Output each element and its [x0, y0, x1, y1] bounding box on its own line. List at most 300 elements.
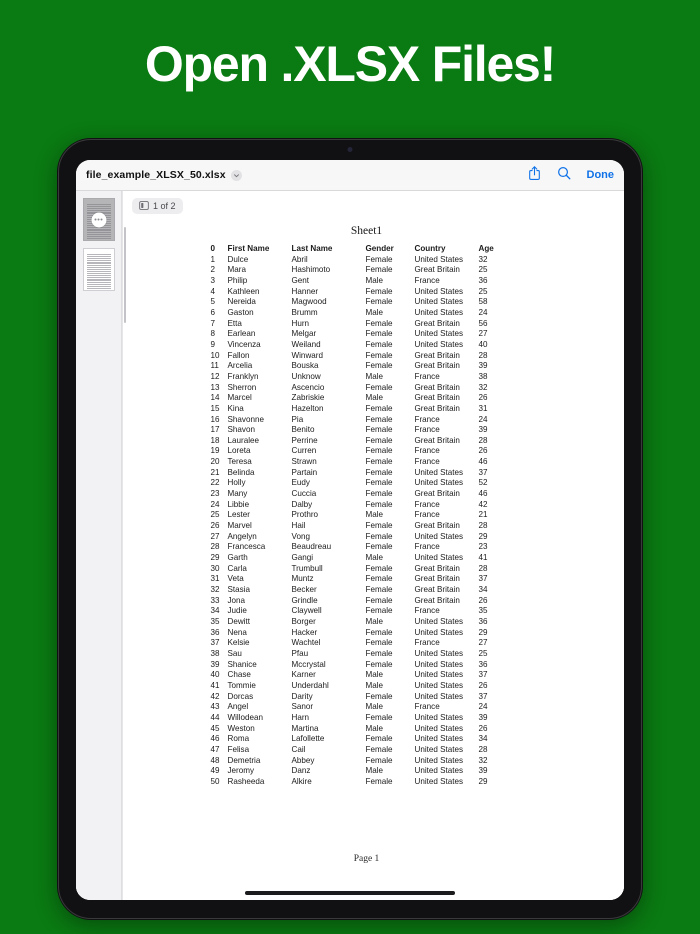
cell-age: 41 [478, 553, 488, 563]
cell-gender: Female [365, 329, 393, 339]
table-row [211, 692, 537, 703]
cell-age: 28 [478, 563, 488, 573]
table-row [211, 564, 537, 575]
cell-age: 26 [478, 595, 488, 605]
cell-age: 26 [478, 393, 488, 403]
cell-age: 37 [478, 691, 488, 701]
cell-country: France [414, 457, 440, 467]
cell-last-name: Perrine [291, 435, 318, 445]
cell-country: Great Britain [414, 521, 460, 531]
cell-last-name: Hail [291, 521, 306, 531]
cell-first-name: Sherron [227, 382, 257, 392]
cell-first-name: Shavon [227, 425, 255, 435]
cell-index: 17 [210, 425, 220, 435]
document-filename[interactable]: file_example_XLSX_50.xlsx [86, 169, 226, 181]
cell-first-name: Many [227, 489, 248, 499]
document-page [122, 191, 624, 900]
cell-gender: Male [365, 275, 384, 285]
cell-last-name: Weiland [291, 339, 321, 349]
cell-age: 36 [478, 659, 488, 669]
cell-last-name: Muntz [291, 574, 314, 584]
cell-index: 46 [210, 734, 220, 744]
cell-gender: Female [365, 254, 393, 264]
cell-last-name: Gangi [291, 553, 314, 563]
cell-first-name: Lester [227, 510, 250, 520]
cell-gender: Female [365, 467, 393, 477]
cell-last-name: Wachtel [291, 638, 321, 648]
cell-index: 4 [210, 286, 216, 296]
cell-last-name: Hurn [291, 318, 310, 328]
cell-country: United States [414, 734, 464, 744]
cell-country: Great Britain [414, 382, 460, 392]
cell-age: 27 [478, 329, 488, 339]
table-row [211, 415, 537, 426]
table-row [211, 329, 537, 340]
cell-first-name: Angel [227, 702, 249, 712]
cell-first-name: Stasia [227, 585, 250, 594]
table-header-row [211, 244, 537, 255]
cell-country: United States [414, 755, 464, 765]
cell-last-name: Harn [291, 712, 310, 722]
table-row [211, 756, 537, 767]
cell-last-name: Hazelton [291, 403, 324, 413]
cell-gender: Female [365, 595, 393, 605]
table-row [211, 361, 537, 372]
cell-age: 24 [478, 702, 488, 712]
cell-index: 10 [210, 350, 220, 360]
cell-age: 29 [478, 627, 488, 637]
table-row [211, 532, 537, 543]
cell-last-name: Beaudreau [291, 542, 332, 552]
table-row [211, 766, 537, 777]
cell-index: 15 [210, 403, 220, 413]
cell-index: 1 [210, 254, 216, 264]
table-row [211, 436, 537, 447]
cell-last-name: Sanor [291, 702, 314, 712]
cell-gender: Female [365, 318, 393, 328]
cell-country: Great Britain [414, 435, 460, 445]
cell-gender: Female [365, 744, 393, 754]
cell-index: 40 [210, 670, 220, 680]
cell-gender: Female [365, 382, 393, 392]
table-row [211, 457, 537, 468]
cell-age: 34 [478, 734, 488, 744]
cell-country: Great Britain [414, 574, 460, 584]
cell-first-name: Dewitt [227, 616, 250, 626]
cell-index: 3 [210, 275, 216, 285]
content-area [76, 191, 624, 900]
table-row [211, 297, 537, 308]
cell-last-name: Underdahl [291, 680, 329, 690]
cell-index: 41 [210, 680, 220, 690]
cell-last-name: Benito [291, 425, 315, 435]
table-row [211, 596, 537, 607]
cell-age: 28 [478, 744, 488, 754]
cell-first-name: Etta [227, 318, 242, 328]
cell-first-name: Roma [227, 734, 250, 744]
cell-gender: Female [365, 457, 393, 467]
cell-country: France [414, 446, 440, 456]
cell-first-name: Teresa [227, 457, 252, 467]
cell-gender: Female [365, 542, 393, 552]
sheet-title: Sheet1 [350, 225, 383, 237]
cell-age: 56 [478, 318, 488, 328]
cell-country: France [414, 702, 440, 712]
cell-country: United States [414, 286, 464, 296]
cell-index: 27 [210, 531, 220, 541]
table-row [211, 319, 537, 330]
cell-age: 36 [478, 616, 488, 626]
cell-age: 46 [478, 457, 488, 467]
table-row [211, 265, 537, 276]
cell-age: 25 [478, 265, 488, 275]
thumbnail-page-2[interactable] [83, 248, 115, 291]
cell-gender: Female [365, 297, 393, 307]
cell-age: 46 [478, 489, 488, 499]
cell-last-name: Dalby [291, 499, 313, 509]
table-row [211, 617, 537, 628]
cell-country: Great Britain [414, 393, 460, 403]
cell-gender: Female [365, 627, 393, 637]
table-row [211, 713, 537, 724]
table-row [211, 745, 537, 756]
table-row [211, 308, 537, 319]
cell-country: United States [414, 723, 464, 733]
chevron-down-icon[interactable] [231, 170, 242, 181]
cell-index: 49 [210, 766, 220, 776]
cell-country: United States [414, 659, 464, 669]
page-indicator[interactable] [132, 198, 183, 214]
table-row [211, 606, 537, 617]
table-row [211, 638, 537, 649]
table-header [211, 244, 537, 255]
cell-country: France [414, 499, 440, 509]
cell-first-name: Arcelia [227, 361, 253, 371]
cell-first-name: Franklyn [227, 371, 259, 381]
cell-index: 48 [210, 755, 220, 765]
cell-last-name: Mccrystal [291, 659, 326, 669]
vertical-scrollbar[interactable] [124, 227, 126, 323]
cell-age: 23 [478, 542, 488, 552]
table-row [211, 500, 537, 511]
thumbnail-page-1[interactable] [83, 198, 115, 241]
cell-gender: Male [365, 553, 384, 563]
cell-index: 34 [210, 606, 220, 616]
cell-first-name: Fallon [227, 350, 250, 360]
table-row [211, 372, 537, 383]
cell-index: 29 [210, 553, 220, 563]
cell-country: Great Britain [414, 489, 460, 499]
cell-last-name: Eudy [291, 478, 310, 488]
cell-index: 50 [210, 776, 220, 786]
cell-first-name: Felisa [227, 744, 250, 754]
cell-age: 38 [478, 371, 488, 381]
cell-first-name: Weston [227, 723, 255, 733]
table-row [211, 351, 537, 362]
cell-first-name: Holly [227, 478, 246, 488]
cell-index: 13 [210, 382, 220, 392]
share-icon[interactable] [528, 165, 541, 186]
cell-gender: Female [365, 286, 393, 296]
table-row [211, 574, 537, 585]
page-footer: Page 1 [353, 854, 380, 864]
cell-country: United States [414, 467, 464, 477]
cell-gender: Female [365, 755, 393, 765]
cell-last-name: Hashimoto [291, 265, 331, 275]
cell-country: France [414, 638, 440, 648]
cell-first-name: Dorcas [227, 691, 254, 701]
cell-first-name: Shanice [227, 659, 257, 669]
cell-index: 2 [210, 265, 216, 275]
table-row [211, 340, 537, 351]
cell-age: 27 [478, 638, 488, 648]
cell-last-name: Melgar [291, 329, 317, 339]
cell-country: United States [414, 297, 464, 307]
cell-age: 32 [478, 382, 488, 392]
cell-age: 31 [478, 403, 488, 413]
cell-gender: Male [365, 670, 384, 680]
table-row [211, 777, 537, 788]
cell-country: United States [414, 478, 464, 488]
spreadsheet-table [211, 244, 537, 787]
cell-first-name: Philip [227, 275, 248, 285]
cell-first-name: Kelsie [227, 638, 250, 648]
sidebar-toggle-icon[interactable] [139, 201, 149, 212]
cell-age: 25 [478, 648, 488, 658]
cell-country: United States [414, 616, 464, 626]
cell-country: France [414, 414, 440, 424]
cell-gender: Male [365, 307, 384, 317]
cell-last-name: Cail [291, 744, 306, 754]
cell-gender: Female [365, 712, 393, 722]
cell-first-name: Kathleen [227, 286, 260, 296]
cell-country: Great Britain [414, 403, 460, 413]
cell-country: France [414, 371, 440, 381]
cell-age: 58 [478, 297, 488, 307]
cell-gender: Female [365, 478, 393, 488]
cell-country: France [414, 425, 440, 435]
cell-last-name: Alkire [291, 776, 312, 786]
cell-last-name: Martina [291, 723, 319, 733]
cell-last-name: Ascencio [291, 382, 325, 392]
cell-country: United States [414, 670, 464, 680]
cell-index: 35 [210, 616, 220, 626]
cell-last-name: Abbey [291, 755, 315, 765]
cell-index: 11 [210, 361, 219, 371]
column-header-first-name: First Name [227, 244, 270, 253]
cell-last-name: Abril [291, 254, 308, 264]
thumbnail-preview-lines [87, 254, 111, 291]
cell-country: United States [414, 712, 464, 722]
cell-country: France [414, 510, 440, 520]
cell-gender: Male [365, 393, 384, 403]
column-header-index: 0 [210, 244, 216, 253]
cell-age: 39 [478, 425, 488, 435]
cell-first-name: Chase [227, 670, 251, 680]
cell-index: 25 [210, 510, 220, 520]
cell-country: France [414, 542, 440, 552]
cell-last-name: Prothro [291, 510, 319, 520]
cell-gender: Female [365, 691, 393, 701]
cell-age: 29 [478, 531, 488, 541]
table-row [211, 628, 537, 639]
cell-country: Great Britain [414, 265, 460, 275]
column-header-gender: Gender [365, 244, 394, 253]
column-header-country: Country [414, 244, 446, 253]
cell-index: 37 [210, 638, 220, 648]
cell-first-name: Veta [227, 574, 244, 584]
cell-first-name: Carla [227, 563, 247, 573]
table-row [211, 670, 537, 681]
cell-first-name: Loreta [227, 446, 251, 456]
cell-index: 39 [210, 659, 220, 669]
cell-age: 28 [478, 521, 488, 531]
home-indicator[interactable] [245, 891, 455, 895]
cell-index: 45 [210, 723, 220, 733]
cell-gender: Female [365, 638, 393, 648]
cell-age: 26 [478, 723, 488, 733]
cell-last-name: Trumbull [291, 563, 323, 573]
cell-index: 32 [210, 585, 220, 594]
page-thumbnail-sidebar[interactable] [76, 191, 122, 900]
cell-first-name: Dulce [227, 254, 249, 264]
cell-gender: Female [365, 489, 393, 499]
table-row [211, 585, 537, 596]
done-button[interactable]: Done [586, 169, 614, 181]
cell-index: 12 [210, 371, 220, 381]
cell-gender: Female [365, 361, 393, 371]
table-row [211, 425, 537, 436]
cell-last-name: Brumm [291, 307, 318, 317]
cell-country: Great Britain [414, 563, 460, 573]
cell-gender: Female [365, 734, 393, 744]
cell-index: 47 [210, 744, 220, 754]
cell-age: 40 [478, 339, 488, 349]
table-row [211, 393, 537, 404]
cell-index: 9 [210, 339, 216, 349]
cell-country: United States [414, 531, 464, 541]
device-screen [76, 160, 624, 900]
cell-index: 7 [210, 318, 216, 328]
cell-last-name: Winward [291, 350, 323, 360]
cell-country: Great Britain [414, 318, 460, 328]
cell-last-name: Pfau [291, 648, 309, 658]
cell-age: 24 [478, 307, 488, 317]
cell-index: 33 [210, 595, 220, 605]
cell-age: 29 [478, 776, 488, 786]
cell-age: 37 [478, 467, 488, 477]
cell-first-name: Mara [227, 265, 246, 275]
cell-age: 26 [478, 446, 488, 456]
column-header-age: Age [478, 244, 494, 253]
cell-last-name: Magwood [291, 297, 327, 307]
cell-gender: Male [365, 680, 384, 690]
cell-country: United States [414, 307, 464, 317]
search-icon[interactable] [557, 166, 571, 185]
table-row [211, 734, 537, 745]
cell-gender: Female [365, 265, 393, 275]
cell-index: 6 [210, 307, 216, 317]
cell-first-name: Willodean [227, 712, 264, 722]
cell-first-name: Angelyn [227, 531, 257, 541]
cell-first-name: Nena [227, 627, 247, 637]
cell-gender: Female [365, 414, 393, 424]
cell-country: United States [414, 627, 464, 637]
cell-index: 16 [210, 414, 220, 424]
cell-age: 39 [478, 766, 488, 776]
cell-last-name: Darity [291, 691, 313, 701]
cell-age: 32 [478, 254, 488, 264]
cell-first-name: Sau [227, 648, 242, 658]
cell-gender: Female [365, 574, 393, 584]
cell-age: 52 [478, 478, 488, 488]
table-row [211, 287, 537, 298]
cell-age: 42 [478, 499, 488, 509]
cell-gender: Female [365, 446, 393, 456]
cell-last-name: Grindle [291, 595, 318, 605]
cell-first-name: Kina [227, 403, 244, 413]
cell-last-name: Zabriskie [291, 393, 325, 403]
cell-last-name: Danz [291, 766, 311, 776]
cell-index: 24 [210, 499, 220, 509]
cell-country: Great Britain [414, 585, 460, 594]
cell-country: United States [414, 744, 464, 754]
cell-last-name: Karner [291, 670, 316, 680]
cell-gender: Female [365, 339, 393, 349]
cell-index: 8 [210, 329, 216, 339]
cell-gender: Female [365, 659, 393, 669]
table-row [211, 446, 537, 457]
cell-last-name: Unknow [291, 371, 321, 381]
cell-first-name: Libbie [227, 499, 250, 509]
table-row [211, 702, 537, 713]
document-pane[interactable] [122, 191, 624, 900]
cell-country: United States [414, 776, 464, 786]
cell-first-name: Demetria [227, 755, 261, 765]
table-row [211, 255, 537, 266]
cell-gender: Female [365, 521, 393, 531]
column-header-last-name: Last Name [291, 244, 333, 253]
table-row [211, 489, 537, 500]
cell-last-name: Becker [291, 585, 317, 594]
cell-gender: Male [365, 616, 384, 626]
cell-gender: Male [365, 510, 384, 520]
cell-index: 20 [210, 457, 220, 467]
cell-first-name: Belinda [227, 467, 255, 477]
cell-gender: Male [365, 766, 384, 776]
cell-last-name: Curren [291, 446, 317, 456]
table-row [211, 276, 537, 287]
table-row [211, 521, 537, 532]
table-row [211, 542, 537, 553]
thumbnail-more-options-icon[interactable] [91, 212, 106, 227]
cell-age: 39 [478, 361, 488, 371]
cell-index: 18 [210, 435, 220, 445]
cell-last-name: Strawn [291, 457, 317, 467]
cell-index: 14 [210, 393, 220, 403]
table-row [211, 553, 537, 564]
cell-index: 19 [210, 446, 220, 456]
cell-country: Great Britain [414, 361, 460, 371]
cell-gender: Female [365, 531, 393, 541]
cell-first-name: Shavonne [227, 414, 264, 424]
cell-first-name: Jona [227, 595, 246, 605]
cell-last-name: Vong [291, 531, 310, 541]
cell-first-name: Garth [227, 553, 248, 563]
cell-last-name: Gent [291, 275, 310, 285]
table-row [211, 468, 537, 479]
cell-age: 28 [478, 435, 488, 445]
